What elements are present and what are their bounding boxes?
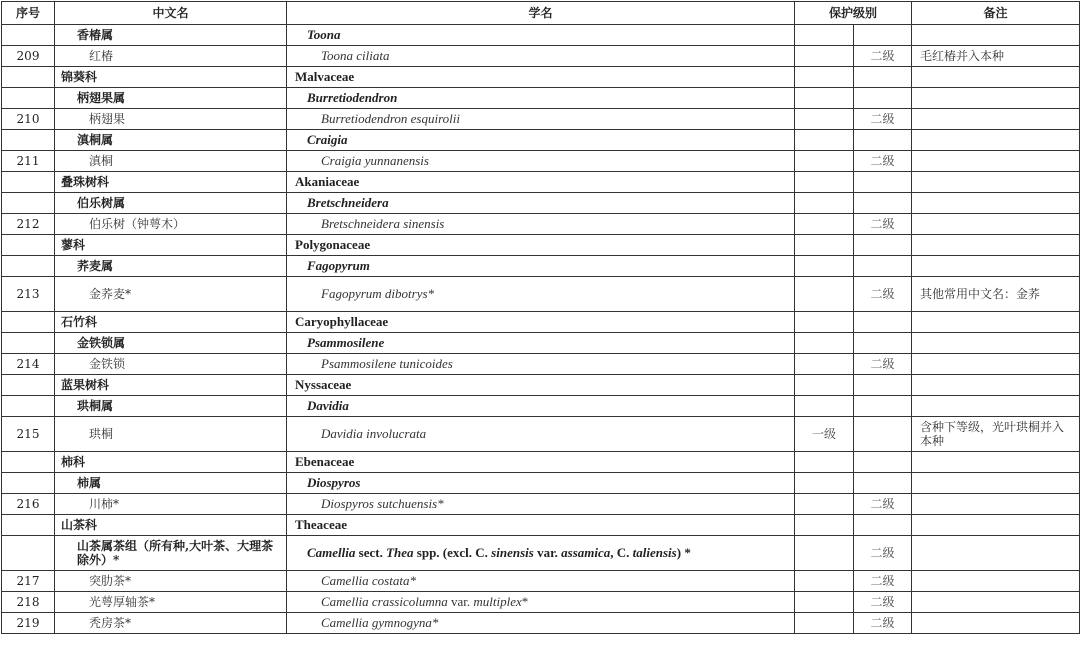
table-row xyxy=(2,88,1080,109)
level1-cell xyxy=(795,396,854,417)
header-serial: 序号 xyxy=(2,2,55,25)
level1-cell xyxy=(795,312,854,333)
table-row xyxy=(2,256,1080,277)
level2-cell xyxy=(854,515,912,536)
remark-cell xyxy=(912,25,1080,46)
serial-cell xyxy=(2,130,55,151)
serial-cell xyxy=(2,193,55,214)
level1-cell xyxy=(795,613,854,634)
remark-cell xyxy=(912,67,1080,88)
serial-cell: 213 xyxy=(2,277,55,312)
level1-cell xyxy=(795,536,854,571)
table-row xyxy=(2,473,1080,494)
scientific-name-cell: Psammosilene tunicoides xyxy=(287,354,795,375)
scientific-name-cell: Toona xyxy=(287,25,795,46)
level2-cell xyxy=(854,67,912,88)
remark-cell xyxy=(912,536,1080,571)
level1-cell xyxy=(795,46,854,67)
table-row xyxy=(2,375,1080,396)
level2-cell xyxy=(854,130,912,151)
remark-cell xyxy=(912,515,1080,536)
remark-cell xyxy=(912,172,1080,193)
sci-part: , C. xyxy=(610,545,633,560)
remark-cell xyxy=(912,571,1080,592)
sci-part: Thea xyxy=(386,545,414,560)
scientific-name-cell: Camellia costata* xyxy=(287,571,795,592)
scientific-name-cell: Davidia xyxy=(287,396,795,417)
chinese-name-cell: 川柿* xyxy=(55,494,287,515)
chinese-name-cell: 石竹科 xyxy=(55,312,287,333)
serial-cell xyxy=(2,515,55,536)
level2-cell xyxy=(854,333,912,354)
chinese-name-cell: 柿属 xyxy=(55,473,287,494)
scientific-name-cell xyxy=(287,536,795,571)
table-row xyxy=(2,25,1080,46)
table-row xyxy=(2,172,1080,193)
level1-cell xyxy=(795,277,854,312)
chinese-name-cell: 伯乐树（钟萼木） xyxy=(55,214,287,235)
sci-part: sinensis xyxy=(491,545,534,560)
serial-cell: 215 xyxy=(2,417,55,452)
sci-part: var. xyxy=(533,545,562,560)
chinese-name-cell: 荞麦属 xyxy=(55,256,287,277)
serial-cell xyxy=(2,67,55,88)
serial-cell xyxy=(2,88,55,109)
chinese-name-cell: 珙桐 xyxy=(55,417,287,452)
sci-part: Camellia xyxy=(307,545,356,560)
level2-cell xyxy=(854,235,912,256)
sci-part: Camellia crassicolumna xyxy=(321,594,448,609)
level2-cell: 二级 xyxy=(854,214,912,235)
level1-cell xyxy=(795,67,854,88)
serial-cell: 219 xyxy=(2,613,55,634)
level2-cell xyxy=(854,88,912,109)
remark-cell xyxy=(912,613,1080,634)
level1-cell xyxy=(795,354,854,375)
table-row xyxy=(2,151,1080,172)
level2-cell xyxy=(854,375,912,396)
scientific-name-cell: Diospyros xyxy=(287,473,795,494)
chinese-name-cell: 滇桐 xyxy=(55,151,287,172)
scientific-name-cell: Diospyros sutchuensis* xyxy=(287,494,795,515)
chinese-name-cell: 柄翅果 xyxy=(55,109,287,130)
header-protection-level: 保护级别 xyxy=(795,2,912,25)
table-row xyxy=(2,515,1080,536)
level1-cell xyxy=(795,375,854,396)
scientific-name-cell: Caryophyllaceae xyxy=(287,312,795,333)
remark-cell xyxy=(912,396,1080,417)
scientific-name-cell: Malvaceae xyxy=(287,67,795,88)
serial-cell xyxy=(2,375,55,396)
level2-cell xyxy=(854,256,912,277)
level1-cell xyxy=(795,333,854,354)
scientific-name-cell: Nyssaceae xyxy=(287,375,795,396)
sci-part: * xyxy=(521,594,529,609)
chinese-name-cell: 金铁锁 xyxy=(55,354,287,375)
scientific-name-cell: Craigia yunnanensis xyxy=(287,151,795,172)
protected-plants-table xyxy=(1,1,1080,634)
scientific-name-cell: Craigia xyxy=(287,130,795,151)
chinese-name-cell: 金荞麦* xyxy=(55,277,287,312)
level1-cell xyxy=(795,88,854,109)
table-row xyxy=(2,592,1080,613)
level2-cell: 二级 xyxy=(854,613,912,634)
level2-cell: 二级 xyxy=(854,354,912,375)
serial-cell: 209 xyxy=(2,46,55,67)
level2-cell xyxy=(854,473,912,494)
scientific-name-cell: Akaniaceae xyxy=(287,172,795,193)
scientific-name-cell: Fagopyrum xyxy=(287,256,795,277)
level1-cell xyxy=(795,235,854,256)
chinese-name-cell: 伯乐树属 xyxy=(55,193,287,214)
header-remarks: 备注 xyxy=(912,2,1080,25)
serial-cell xyxy=(2,536,55,571)
table-row xyxy=(2,354,1080,375)
scientific-name-cell: Polygonaceae xyxy=(287,235,795,256)
level1-cell: 一级 xyxy=(795,417,854,452)
serial-cell: 216 xyxy=(2,494,55,515)
level1-cell xyxy=(795,25,854,46)
serial-cell xyxy=(2,452,55,473)
scientific-name-cell: Fagopyrum dibotrys* xyxy=(287,277,795,312)
scientific-name-cell: Burretiodendron esquirolii xyxy=(287,109,795,130)
serial-cell: 210 xyxy=(2,109,55,130)
sci-part: spp. (excl. C. xyxy=(413,545,492,560)
chinese-name-cell: 珙桐属 xyxy=(55,396,287,417)
level1-cell xyxy=(795,515,854,536)
chinese-name-cell: 山茶属茶组（所有种,大叶茶、大理茶除外）* xyxy=(55,536,287,571)
remark-cell xyxy=(912,333,1080,354)
level1-cell xyxy=(795,193,854,214)
serial-cell xyxy=(2,25,55,46)
chinese-name-cell: 滇桐属 xyxy=(55,130,287,151)
serial-cell: 214 xyxy=(2,354,55,375)
scientific-name-cell: Burretiodendron xyxy=(287,88,795,109)
scientific-name-cell: Bretschneidera xyxy=(287,193,795,214)
remark-cell xyxy=(912,256,1080,277)
table-row xyxy=(2,130,1080,151)
remark-cell xyxy=(912,109,1080,130)
remark-cell xyxy=(912,592,1080,613)
chinese-name-cell: 红椿 xyxy=(55,46,287,67)
scientific-name-cell: Psammosilene xyxy=(287,333,795,354)
table-row xyxy=(2,452,1080,473)
level2-cell: 二级 xyxy=(854,109,912,130)
remark-cell xyxy=(912,375,1080,396)
sci-part: var. xyxy=(447,594,474,609)
sci-part: ) * xyxy=(676,545,691,560)
scientific-name-cell: Theaceae xyxy=(287,515,795,536)
remark-cell xyxy=(912,494,1080,515)
table-row xyxy=(2,235,1080,256)
chinese-name-cell: 秃房茶* xyxy=(55,613,287,634)
remark-cell xyxy=(912,130,1080,151)
serial-cell xyxy=(2,256,55,277)
chinese-name-cell: 蓼科 xyxy=(55,235,287,256)
header-scientific-name: 学名 xyxy=(287,2,795,25)
table-row xyxy=(2,214,1080,235)
level2-cell xyxy=(854,25,912,46)
serial-cell xyxy=(2,396,55,417)
chinese-name-cell: 锦葵科 xyxy=(55,67,287,88)
level2-cell: 二级 xyxy=(854,571,912,592)
remark-cell xyxy=(912,452,1080,473)
level1-cell xyxy=(795,494,854,515)
scientific-name-cell: Ebenaceae xyxy=(287,452,795,473)
level2-cell xyxy=(854,417,912,452)
level2-cell: 二级 xyxy=(854,494,912,515)
table-row xyxy=(2,613,1080,634)
level1-cell xyxy=(795,256,854,277)
header-chinese-name: 中文名 xyxy=(55,2,287,25)
remark-cell xyxy=(912,151,1080,172)
header-row xyxy=(2,2,1080,25)
level2-cell: 二级 xyxy=(854,536,912,571)
chinese-name-cell: 叠珠树科 xyxy=(55,172,287,193)
remark-cell: 毛红椿并入本种 xyxy=(912,46,1080,67)
remark-cell xyxy=(912,193,1080,214)
serial-cell: 217 xyxy=(2,571,55,592)
table-row xyxy=(2,417,1080,452)
level2-cell xyxy=(854,452,912,473)
table-row xyxy=(2,333,1080,354)
sci-part: multiplex xyxy=(473,594,522,609)
chinese-name-cell: 山茶科 xyxy=(55,515,287,536)
serial-cell xyxy=(2,312,55,333)
scientific-name-cell: Davidia involucrata xyxy=(287,417,795,452)
serial-cell: 212 xyxy=(2,214,55,235)
chinese-name-cell: 突肋茶* xyxy=(55,571,287,592)
serial-cell: 218 xyxy=(2,592,55,613)
chinese-name-cell: 柿科 xyxy=(55,452,287,473)
level1-cell xyxy=(795,473,854,494)
remark-cell xyxy=(912,354,1080,375)
serial-cell xyxy=(2,473,55,494)
level1-cell xyxy=(795,172,854,193)
table-row xyxy=(2,396,1080,417)
level2-cell: 二级 xyxy=(854,592,912,613)
scientific-name-cell xyxy=(287,592,795,613)
level2-cell xyxy=(854,172,912,193)
level1-cell xyxy=(795,130,854,151)
scientific-name-cell: Camellia gymnogyna* xyxy=(287,613,795,634)
sci-part: taliensis xyxy=(632,545,677,560)
table-row xyxy=(2,46,1080,67)
level2-cell xyxy=(854,396,912,417)
table-row xyxy=(2,494,1080,515)
level1-cell xyxy=(795,214,854,235)
remark-cell: 其他常用中文名：金荞 xyxy=(912,277,1080,312)
table-row xyxy=(2,277,1080,312)
serial-cell xyxy=(2,235,55,256)
remark-cell: 含种下等级，光叶珙桐并入本种 xyxy=(912,417,1080,452)
level1-cell xyxy=(795,571,854,592)
remark-cell xyxy=(912,214,1080,235)
chinese-name-cell: 光萼厚轴茶* xyxy=(55,592,287,613)
level2-cell: 二级 xyxy=(854,46,912,67)
remark-cell xyxy=(912,473,1080,494)
serial-cell: 211 xyxy=(2,151,55,172)
table-row xyxy=(2,109,1080,130)
level2-cell: 二级 xyxy=(854,277,912,312)
sci-part: sect. xyxy=(355,545,387,560)
remark-cell xyxy=(912,312,1080,333)
serial-cell xyxy=(2,172,55,193)
table-row xyxy=(2,536,1080,571)
table-row xyxy=(2,193,1080,214)
level1-cell xyxy=(795,592,854,613)
level2-cell xyxy=(854,193,912,214)
sci-part: assamica xyxy=(561,545,611,560)
chinese-name-cell: 蓝果树科 xyxy=(55,375,287,396)
level2-cell: 二级 xyxy=(854,151,912,172)
table-row xyxy=(2,571,1080,592)
remark-cell xyxy=(912,88,1080,109)
chinese-name-cell: 金铁锁属 xyxy=(55,333,287,354)
level1-cell xyxy=(795,452,854,473)
table-row xyxy=(2,312,1080,333)
remark-cell xyxy=(912,235,1080,256)
level1-cell xyxy=(795,109,854,130)
serial-cell xyxy=(2,333,55,354)
chinese-name-cell: 柄翅果属 xyxy=(55,88,287,109)
level1-cell xyxy=(795,151,854,172)
chinese-name-cell: 香椿属 xyxy=(55,25,287,46)
scientific-name-cell: Bretschneidera sinensis xyxy=(287,214,795,235)
level2-cell xyxy=(854,312,912,333)
scientific-name-cell: Toona ciliata xyxy=(287,46,795,67)
table-row xyxy=(2,67,1080,88)
